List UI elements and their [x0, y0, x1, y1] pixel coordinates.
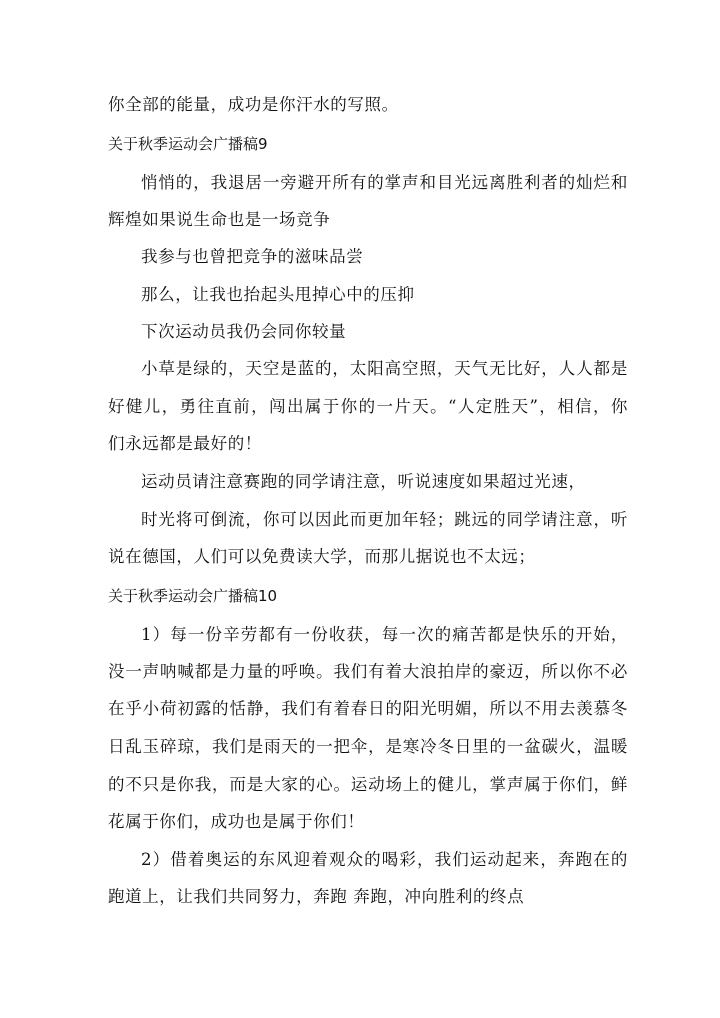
- text-line: 时光将可倒流，你可以因此而更加年轻；跳远的同学请注意，听: [141, 510, 628, 529]
- text-line: 1）每一份辛劳都有一份收获，每一次的痛苦都是快乐的开始，: [141, 625, 628, 644]
- section-heading-9: 关于秋季运动会广播稿9: [108, 135, 268, 153]
- text-line: 我参与也曾把竞争的滋味品尝: [141, 247, 364, 266]
- text-line: 运动员请注意赛跑的同学请注意，听说速度如果超过光速，: [141, 472, 586, 491]
- section-heading-10: 关于秋季运动会广播稿10: [108, 587, 278, 605]
- text-line: 小草是绿的，天空是蓝的，太阳高空照，天气无比好，人人都是: [141, 359, 628, 378]
- text-line: 悄悄的，我退居一旁避开所有的掌声和目光远离胜利者的灿烂和: [141, 173, 628, 192]
- text-line: 花属于你们，成功也是属于你们！: [108, 812, 365, 831]
- text-line: 好健儿，勇往直前，闯出属于你的一片天。“人定胜天”，相信，你: [108, 397, 628, 416]
- text-line: 跑道上，让我们共同努力，奔跑 奔跑，冲向胜利的终点: [108, 887, 525, 906]
- text-line: 日乱玉碎琼，我们是雨天的一把伞，是寒冷冬日里的一盆碳火，温暖: [108, 737, 628, 756]
- text-line: 辉煌如果说生命也是一场竞争: [108, 210, 331, 229]
- text-line: 的不只是你我，而是大家的心。运动场上的健儿，掌声属于你们，鲜: [108, 775, 628, 794]
- text-line: 在乎小荷初露的恬静，我们有着春日的阳光明媚，所以不用去羡慕冬: [108, 699, 628, 718]
- text-line: 没一声呐喊都是力量的呼唤。我们有着大浪拍岸的豪迈，所以你不必: [108, 662, 628, 681]
- text-line: 2）借着奥运的东风迎着观众的喝彩，我们运动起来，奔跑在的: [141, 850, 628, 869]
- text-line: 下次运动员我仍会同你较量: [141, 322, 347, 341]
- text-line: 你全部的能量，成功是你汗水的写照。: [108, 95, 399, 114]
- text-line: 那么，让我也抬起头甩掉心中的压抑: [141, 285, 415, 304]
- text-line: 们永远都是最好的！: [108, 434, 262, 453]
- text-line: 说在德国，人们可以免费读大学，而那儿据说也不太远；: [108, 547, 536, 566]
